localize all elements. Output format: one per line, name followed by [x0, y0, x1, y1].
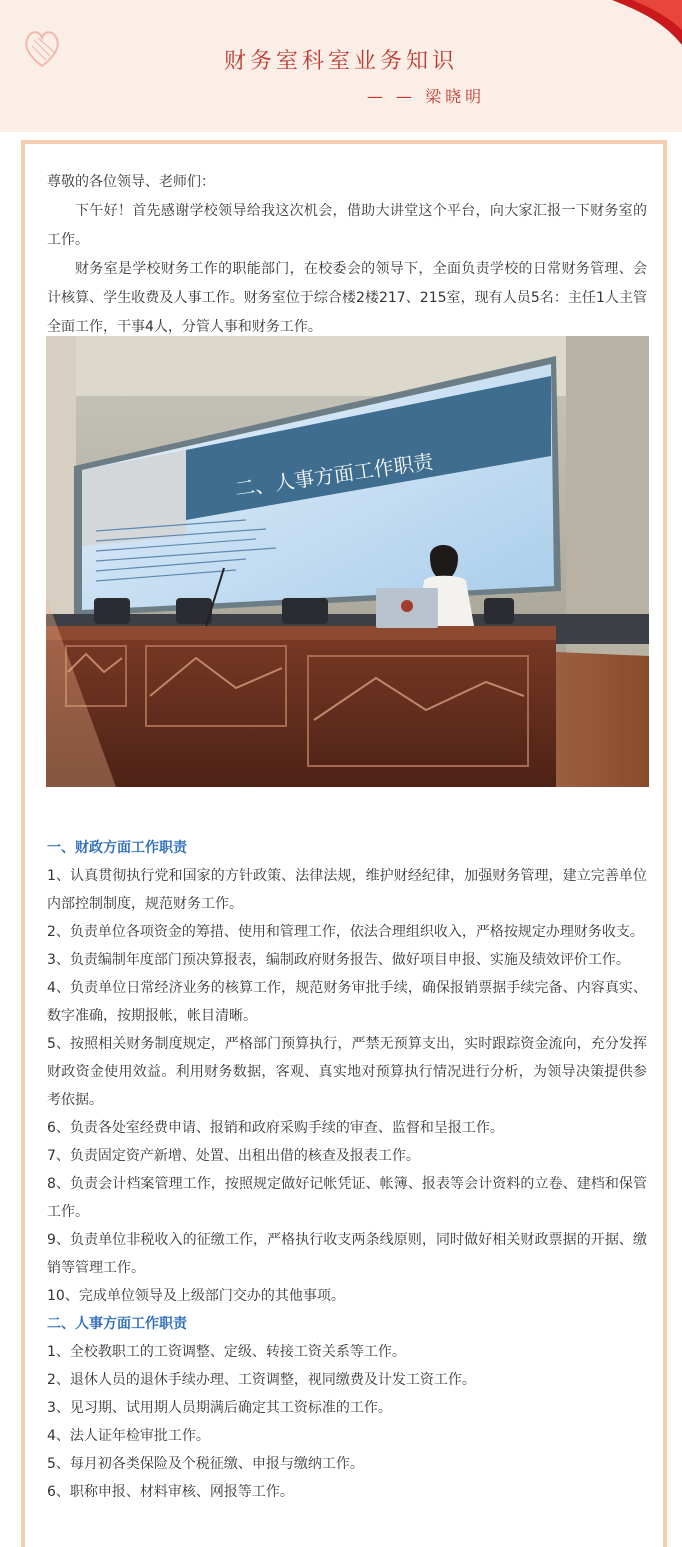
list-item: 3、负责编制年度部门预决算报表，编制政府财务报告、做好项目申报、实施及绩效评价工作。 — [47, 952, 630, 968]
list-item: 1、认真贯彻执行党和国家的方针政策、法律法规，维护财经纪律，加强财务管理，建立完善单位内部控制制度，规范财务工作。 — [47, 868, 647, 912]
list-item: 4、负责单位日常经济业务的核算工作，规范财务审批手续，确保报销票据手续完备、内容真实、数字准确，按期报帐，帐目清晰。 — [47, 980, 647, 1024]
header-banner — [0, 0, 682, 132]
intro-block — [47, 168, 647, 342]
list-item: 10、完成单位领导及上级部门交办的其他事项。 — [47, 1288, 345, 1304]
list-item: 5、每月初各类保险及个税征缴、申报与缴纳工作。 — [47, 1456, 364, 1472]
section-title-finance: 一、财政方面工作职责 — [47, 840, 187, 856]
content-card — [21, 140, 667, 1547]
author-line: — — 梁晓明 — [366, 87, 486, 106]
list-item: 6、职称申报、材料审核、网报等工作。 — [47, 1484, 294, 1500]
list-item: 8、负责会计档案管理工作，按照规定做好记帐凭证、帐簿、报表等会计资料的立卷、建档和保管工作。 — [47, 1176, 647, 1220]
slide-title: 二、人事方面工作职责 — [233, 449, 435, 501]
lecture-photo-illustration — [46, 336, 649, 787]
list-item: 2、退休人员的退休手续办理、工资调整，视同缴费及计发工资工作。 — [47, 1372, 476, 1388]
intro-paragraph-2: 财务室是学校财务工作的职能部门，在校委会的领导下，全面负责学校的日常财务管理、会计核算、学生收费及人事工作。财务室位于综合楼2楼217、215室，现有人员5名：主任1人主管全面工作，干事4人，分管人事和财务工作。 — [47, 261, 647, 335]
list-item: 9、负责单位非税收入的征缴工作，严格执行收支两条线原则，同时做好相关财政票据的开据、缴销等管理工作。 — [47, 1232, 647, 1276]
list-item: 5、按照相关财务制度规定，严格部门预算执行，严禁无预算支出，实时跟踪资金流向，充分发挥财政资金使用效益。利用财务数据，客观、真实地对预算执行情况进行分析，为领导决策提供参考依据。 — [47, 1036, 647, 1108]
list-item: 2、负责单位各项资金的筹措、使用和管理工作，依法合理组织收入，严格按规定办理财务收支。 — [47, 924, 644, 940]
lecture-photo — [46, 336, 649, 787]
list-item: 4、法人证年检审批工作。 — [47, 1428, 210, 1444]
list-item: 1、全校教职工的工资调整、定级、转接工资关系等工作。 — [47, 1344, 406, 1360]
page-title: 财务室科室业务知识 — [223, 49, 458, 74]
intro-paragraph-1: 下午好！首先感谢学校领导给我这次机会，借助大讲堂这个平台，向大家汇报一下财务室的工作。 — [47, 203, 647, 248]
duties-list — [47, 834, 647, 1506]
list-item: 3、见习期、试用期人员期满后确定其工资标准的工作。 — [47, 1400, 392, 1416]
list-item: 6、负责各处室经费申请、报销和政府采购手续的审查、监督和呈报工作。 — [47, 1120, 504, 1136]
section-title-personnel: 二、人事方面工作职责 — [47, 1316, 187, 1332]
greeting: 尊敬的各位领导、老师们： — [47, 174, 215, 190]
list-item: 7、负责固定资产新增、处置、出租出借的核查及报表工作。 — [47, 1148, 420, 1164]
